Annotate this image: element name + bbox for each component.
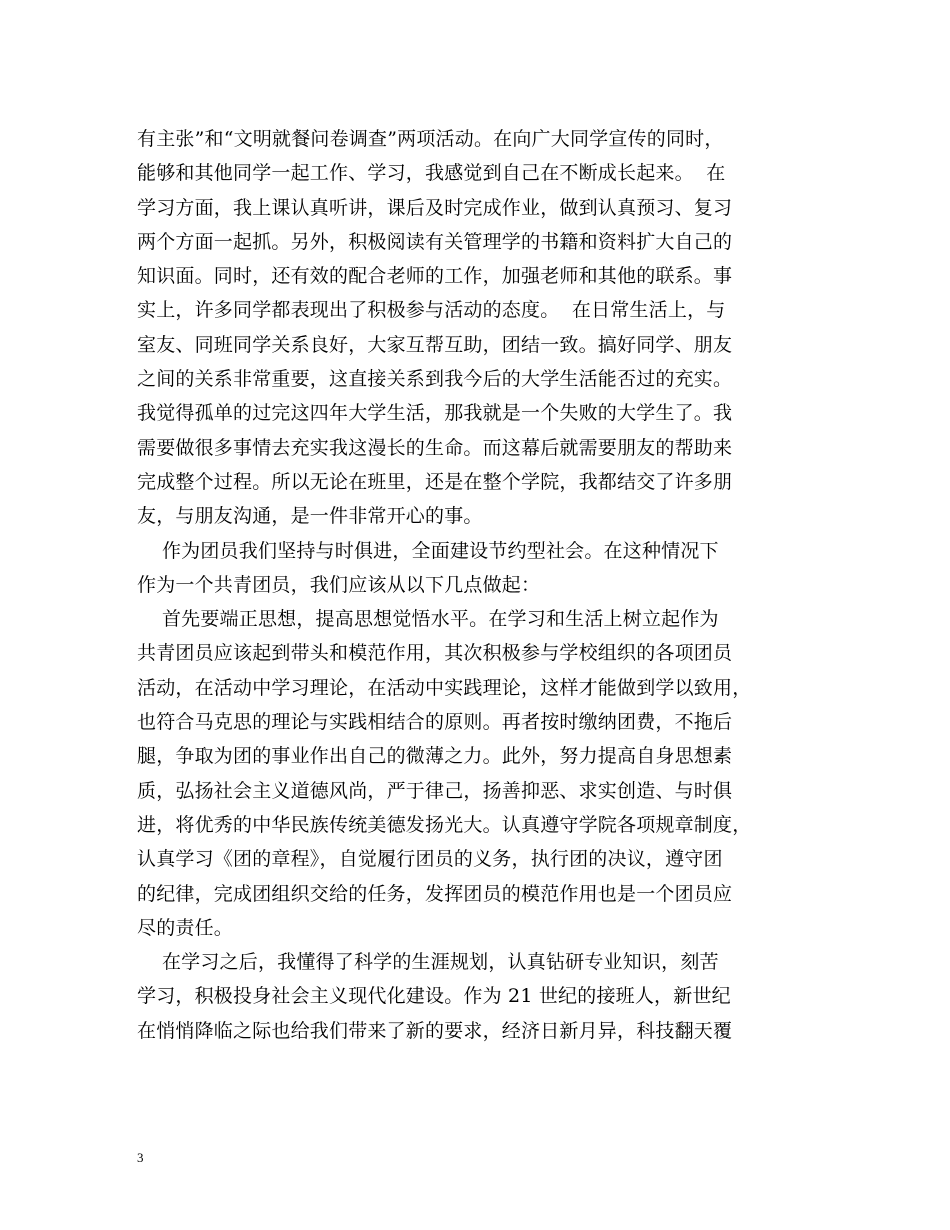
text-line: 友，与朋友沟通，是一件非常开心的事。: [137, 505, 483, 528]
text-line: 知识面。同时，还有效的配合老师的工作，加强老师和其他的联系。事: [137, 265, 733, 288]
text-line: 进，将优秀的中华民族传统美德发扬光大。认真遵守学院各项规章制度，: [137, 813, 752, 836]
text-line: 能够和其他同学一起工作、学习，我感觉到自己在不断成长起来。 在: [137, 162, 726, 185]
text-line: 的纪律，完成团组织交给的任务，发挥团员的模范作用也是一个团员应: [137, 882, 733, 905]
text-line: 需要做很多事情去充实我这漫长的生命。而这幕后就需要朋友的帮助来: [137, 436, 733, 459]
text-line: 质，弘扬社会主义道德风尚，严于律己，扬善抑恶、求实创造、与时俱: [137, 779, 733, 802]
text-line: 共青团员应该起到带头和模范作用，其次积极参与学校组织的各项团员: [137, 642, 733, 665]
text-line: 完成整个过程。所以无论在班里，还是在整个学院，我都结交了许多朋: [137, 470, 733, 493]
page-number: 3: [137, 1150, 144, 1165]
text-line: 有主张”和“文明就餐问卷调查”两项活动。在向广大同学宣传的同时，: [137, 128, 724, 150]
text-line: 在学习之后，我懂得了科学的生涯规划，认真钻研专业知识，刻苦: [137, 951, 719, 974]
text-line: 两个方面一起抓。另外，积极阅读有关管理学的书籍和资料扩大自己的: [137, 230, 733, 253]
text-line: 作为团员我们坚持与时俱进，全面建设节约型社会。在这种情况下: [137, 539, 719, 562]
text-line: 也符合马克思的理论与实践相结合的原则。再者按时缴纳团费，不拖后: [137, 711, 733, 734]
text-line: 活动，在活动中学习理论，在活动中实践理论，这样才能做到学以致用，: [137, 676, 752, 699]
text-line: 腿，争取为团的事业作出自己的微薄之力。此外，努力提高自身思想素: [137, 745, 733, 768]
text-line: 首先要端正思想，提高思想觉悟水平。在学习和生活上树立起作为: [137, 608, 719, 631]
text-line: 之间的关系非常重要，这直接关系到我今后的大学生活能否过的充实。: [137, 368, 733, 391]
text-line: 室友、同班同学关系良好，大家互帮互助，团结一致。搞好同学、朋友: [137, 333, 733, 356]
document-body: [137, 122, 817, 1048]
text-line: 认真学习《团的章程》，自觉履行团员的义务，执行团的决议，遵守团: [137, 848, 723, 871]
text-line: 尽的责任。: [137, 916, 234, 939]
text-line: 我觉得孤单的过完这四年大学生活，那我就是一个失败的大学生了。我: [137, 402, 733, 425]
text-line: 实上，许多同学都表现出了积极参与活动的态度。 在日常生活上，与: [137, 299, 726, 322]
text-line: 学习方面，我上课认真听讲，课后及时完成作业，做到认真预习、复习: [137, 196, 733, 219]
text-line: 学习，积极投身社会主义现代化建设。作为 21 世纪的接班人，新世纪: [137, 985, 731, 1008]
text-line: 作为一个共青团员，我们应该从以下几点做起：: [137, 573, 541, 596]
text-line: 在悄悄降临之际也给我们带来了新的要求，经济日新月异，科技翻天覆: [137, 1019, 733, 1042]
